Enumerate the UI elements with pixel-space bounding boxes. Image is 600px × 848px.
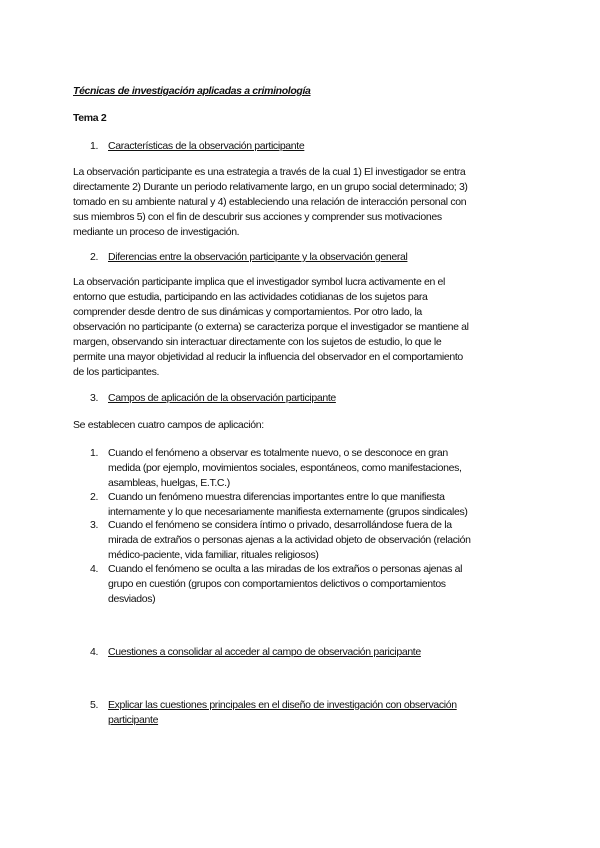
list-item — [90, 446, 462, 491]
list-number: 4. — [90, 563, 99, 575]
text-line: Cuando el fenómeno se oculta a las miradas de los extraños o personas ajenas al — [108, 563, 463, 575]
text-line: La observación participante implica que el investigador symbol lucra activamente en el — [73, 276, 446, 288]
text-line: entorno que estudia, participando en las actividades cotidianas de los sujetos para — [73, 291, 428, 303]
text-line: mediante un proceso de investigación. — [73, 226, 240, 238]
topic-label: Tema 2 — [73, 112, 107, 124]
list-number: 2. — [90, 491, 99, 503]
text-line: sus miembros 5) con el fin de descubrir sus acciones y comprender sus motivaciones — [73, 211, 442, 223]
heading-text: Campos de aplicación de la observación participante — [108, 392, 336, 404]
heading-text: Cuestiones a consolidar al acceder al campo de observación paricipante — [108, 646, 421, 658]
document-title: Técnicas de investigación aplicadas a criminología — [73, 85, 311, 97]
text-line: margen, observando sin interactuar directamente con los sujetos de estudio, lo que le — [73, 336, 442, 348]
text-line: médico-paciente, vida familiar, rituales religiosos) — [108, 549, 319, 561]
text-line: Cuando el fenómeno se considera íntimo o privado, desarrollándose fuera de la — [108, 519, 452, 531]
text-line: tomado en su ambiente natural y 4) estableciendo una relación de interacción personal con — [73, 196, 467, 208]
text-line: directamente 2) Durante un periodo relativamente largo, en un grupo social determinado; 3) — [73, 181, 468, 193]
text-line: La observación participante es una estrategia a través de la cual 1) El investigador se entra — [73, 166, 466, 178]
heading-number: 2. — [90, 251, 99, 263]
text-line: permite una mayor objetividad al reducir la influencia del observador en el comportamiento — [73, 351, 463, 363]
section-heading-3 — [90, 391, 336, 406]
section-1-paragraph — [73, 165, 468, 240]
text-line: de los participantes. — [73, 366, 160, 378]
heading-text-continued: participante — [108, 714, 159, 726]
text-line: comprender desde dentro de sus dinámicas y comportamientos. Por otro lado, la — [73, 306, 422, 318]
text-line: Cuando el fenómeno a observar es totalmente nuevo, o se desconoce en gran — [108, 447, 448, 459]
text-line: internamente y lo que necesariamente manifiesta externamente (grupos sindicales) — [108, 506, 468, 518]
section-heading-1 — [90, 139, 304, 154]
text-line: desviados) — [108, 593, 156, 605]
heading-text: Características de la observación participante — [108, 140, 305, 152]
heading-number: 3. — [90, 392, 99, 404]
section-heading-4 — [90, 645, 421, 660]
list-number: 3. — [90, 519, 99, 531]
list-item — [90, 518, 471, 563]
list-item — [90, 562, 462, 607]
list-number: 1. — [90, 447, 99, 459]
heading-number: 4. — [90, 646, 99, 658]
text-line: medida (por ejemplo, movimientos sociales, espontáneos, como manifestaciones, — [108, 462, 462, 474]
heading-text: Explicar las cuestiones principales en el diseño de investigación con observación — [108, 699, 457, 711]
heading-text: Diferencias entre la observación participante y la observación general — [108, 251, 408, 263]
text-line: mirada de extraños o personas ajenas a la actividad objeto de observación (relación — [108, 534, 471, 546]
text-line: asambleas, huelgas, E.T.C.) — [108, 477, 230, 489]
section-3-intro: Se establecen cuatro campos de aplicación: — [73, 419, 264, 431]
list-item — [90, 490, 468, 520]
text-line: observación no participante (o externa) se caracteriza porque el investigador se mantiene al — [73, 321, 469, 333]
section-2-paragraph — [73, 275, 469, 380]
section-heading-2 — [90, 250, 407, 265]
text-line: grupo en cuestión (grupos con comportamientos delictivos o comportamientos — [108, 578, 446, 590]
heading-number: 1. — [90, 140, 99, 152]
section-heading-5 — [90, 698, 457, 728]
text-line: Cuando un fenómeno muestra diferencias importantes entre lo que manifiesta — [108, 491, 445, 503]
heading-number: 5. — [90, 699, 99, 711]
